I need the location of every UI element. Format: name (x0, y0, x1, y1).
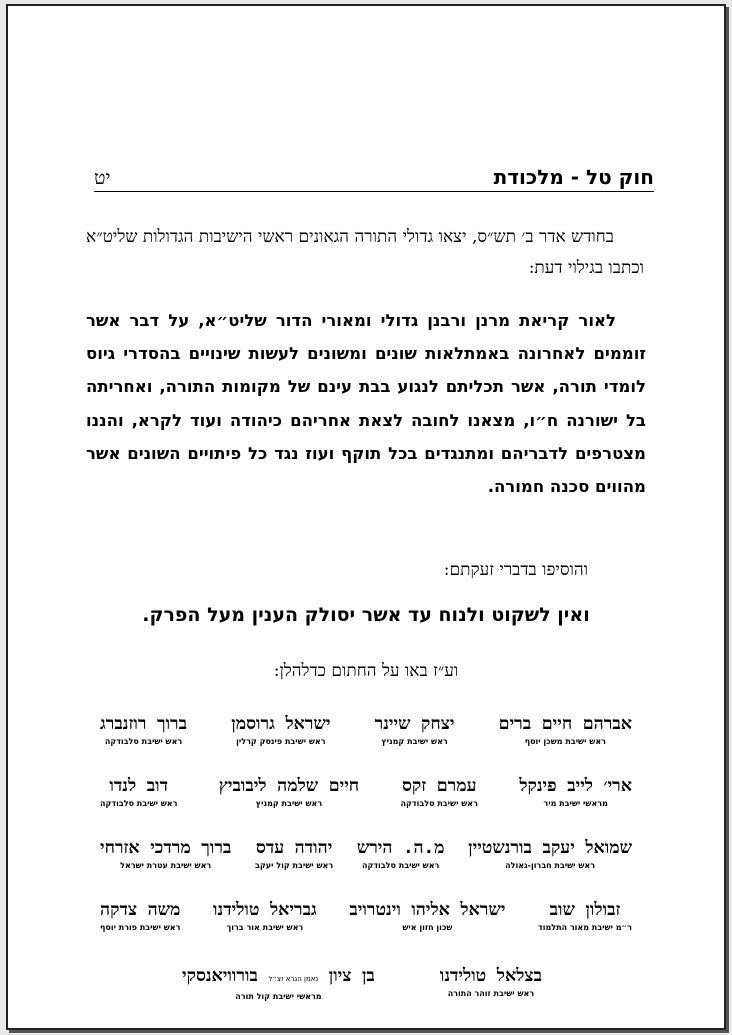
signatory-title: ראש ישיבת סלבודקה (400, 799, 478, 808)
signatory-name: אברהם חיים ברים (498, 714, 632, 734)
signatory-title: שכון חזון איש (402, 923, 453, 932)
signatory-title: ראש ישיבת סלבודקה (361, 861, 440, 870)
signatory-title: ראש ישיבת משכן יוסף (524, 737, 606, 746)
signatory-name: בצלאל טולידנו (439, 966, 542, 986)
signatory-row (100, 836, 632, 898)
signatory (468, 836, 632, 872)
signatory-row (100, 712, 632, 774)
signatory (100, 712, 187, 748)
signatory-title: ראש ישיבת פורת יוסף (100, 923, 181, 932)
signatories-grid (100, 712, 632, 960)
signatory (357, 836, 445, 872)
signatory (255, 836, 333, 872)
signatory-name (182, 964, 375, 991)
signatory (538, 898, 632, 934)
signatory-name: עמרם זקס (401, 776, 477, 796)
call-line: ואין לשקוט ולנוח עד אשר יסולק הענין מעל הפרק. (142, 604, 590, 626)
signatory-name: ברוך רוזנברג (100, 714, 188, 734)
signatory-name: ישראל גרוסמן (231, 714, 331, 734)
signatory-title: ראש ישיבת סלבודקה (100, 799, 178, 808)
page-number: יט (94, 167, 111, 189)
signatory-title: ראש ישיבת קמניץ (381, 737, 448, 746)
signatory (499, 712, 632, 748)
signatory-title: ראש ישיבת פינסק קרלין (236, 737, 326, 746)
signatory-name: חיים שלמה ליבוביץ (218, 776, 360, 796)
signatory-title: מראשי ישיבת מיר (543, 799, 608, 808)
signatory-row (100, 898, 632, 960)
signatory-title: ראש ישיבת קמניץ (255, 799, 323, 808)
signatory (219, 774, 359, 810)
signatory (182, 964, 375, 1003)
signatory-name: יצחק שיינר (374, 714, 455, 734)
signatory-title: ר״מ ישיבת מאור התלמוד (538, 923, 632, 932)
running-header (94, 165, 654, 192)
intro-text: בחודש אדר ב׳ תש״ס, יצאו גדולי התורה הגאונים ראשי הישיבות הגדולות שליט״א וכתבו בגילוי דעת: (86, 227, 644, 278)
signatory-name: זבולון שוב (549, 900, 621, 920)
signatory-name: שמואל יעקב בורנשטיין (468, 838, 632, 858)
signatory-row-last (182, 964, 542, 1003)
signatory-name: ברוך מרדכי אזרחי (100, 838, 232, 858)
signatory (100, 836, 231, 872)
signed-line: וע״ז באו על החתום כדלהלן: (273, 661, 459, 681)
signatory (401, 774, 478, 810)
signatory (349, 898, 505, 934)
signatory-title: ראש ישיבת אור ברוך (226, 923, 304, 932)
signatory-name: מ.ה. הירש (356, 838, 445, 858)
signatory (100, 898, 180, 934)
signatory-first-name: בן ציון (328, 966, 375, 986)
signatory-name: ארי׳ לייב פינקל (519, 776, 632, 796)
added-line: והוסיפו בדברי זעקתם: (443, 560, 588, 580)
statement-block (86, 304, 646, 503)
signatory (100, 774, 177, 810)
signatory-title: ראש ישיבת סלבודקה (104, 737, 183, 746)
signatory-title: ראש ישיבת עטרת ישראל (120, 861, 212, 870)
signatory-name: ישראל אליהו וינטרויב (349, 900, 506, 920)
signatory-surname: בורוויאנסקי (182, 966, 258, 986)
intro-paragraph (86, 222, 644, 284)
signatory-row (100, 774, 632, 836)
signatory (213, 898, 317, 934)
signatory-name: משה צדקה (100, 900, 181, 920)
signatory (440, 964, 542, 1003)
signatory-note: נאמן הגרא זצ״ל (268, 975, 319, 983)
signatory-name: דוב לנדו (109, 776, 169, 796)
signatory-title: ראש ישיבת חברון-גאולה (505, 861, 596, 870)
signatory-name: גבריאל טולידנו (213, 900, 317, 920)
header-title: חוק טל - מלכודת (493, 165, 654, 189)
signatory-title: ראש ישיבת זוהר התורה (447, 989, 535, 998)
signatory (519, 774, 632, 810)
signatory-title: מראשי ישיבת קול תורה (235, 992, 322, 1001)
signatory (375, 712, 455, 748)
signatory-name: יהודה עדס (255, 838, 333, 858)
signatory (231, 712, 330, 748)
signatory-title: ראש ישיבת קול יעקב (255, 861, 334, 870)
statement-text: לאור קריאת מרנן ורבנן גדולי ומאורי הדור שליט״א, על דבר אשר זוממים לאחרונה באמתלאות שונים ומשונים לעשות שינויים בהסדרי גיוס לומדי תורה, אשר תכליתם לנגוע בבת עינם של מקומות התורה, ואחריתה בל ישורנה ח״ו, מצאנו לחובה לצאת אחריהם כיהודה ועוד לקרא, והננו מצטרפים לדבריהם ומתנגדים בכל תוקף ועוז נגד כל פיתויים השונים אשר מהווים סכנה חמורה. (86, 311, 646, 497)
